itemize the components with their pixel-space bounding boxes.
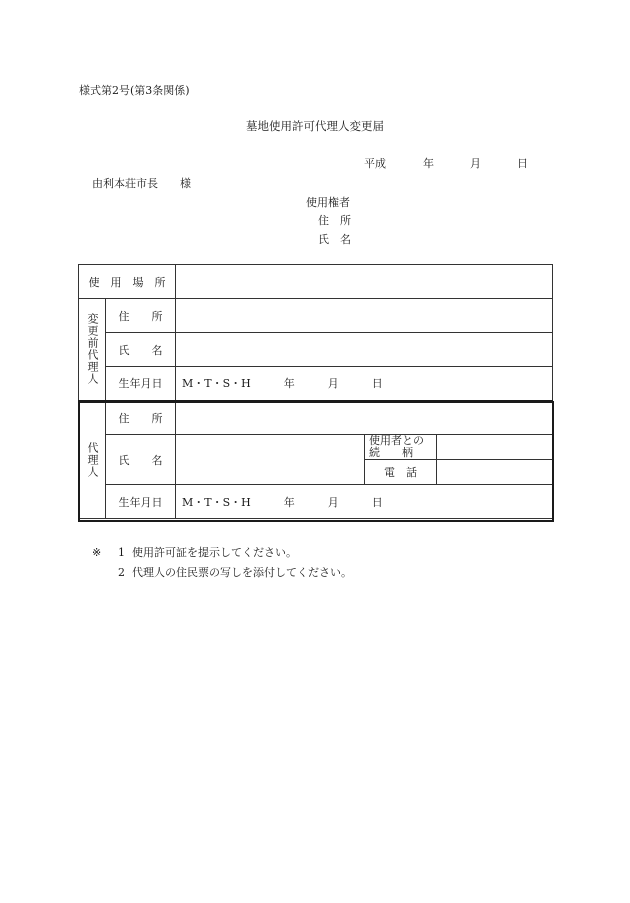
place-input[interactable]: [176, 265, 553, 299]
form-table: [78, 264, 553, 519]
after-name-label: 氏 名: [106, 435, 176, 485]
note-item: [92, 543, 352, 563]
place-row: [79, 265, 553, 299]
after-birth-value[interactable]: M・T・S・H 年 月 日: [176, 485, 553, 519]
before-name-label: 氏 名: [106, 333, 176, 367]
after-address-input[interactable]: [176, 401, 553, 435]
before-name-row: [79, 333, 553, 367]
date-month: 月: [470, 157, 481, 170]
note-text: 代理人の住民票の写しを添付してください。: [132, 566, 352, 579]
after-name-input[interactable]: [176, 435, 365, 485]
after-birth-label: 生年月日: [106, 485, 176, 519]
note-item: [92, 563, 352, 583]
before-address-label: 住 所: [106, 299, 176, 333]
relation-label-line1: 使用者との: [369, 434, 424, 447]
after-address-row: [79, 401, 553, 435]
form-number: 様式第2号(第3条関係): [79, 84, 190, 97]
date-era: 平成: [364, 157, 386, 170]
before-name-input[interactable]: [176, 333, 553, 367]
place-label: 使 用 場 所: [79, 265, 176, 299]
date-year: 年: [423, 157, 434, 170]
date-day: 日: [517, 157, 528, 170]
note-number: 2: [118, 566, 125, 579]
phone-input[interactable]: [437, 460, 553, 485]
before-birth-row: [79, 367, 553, 401]
phone-label: 電 話: [365, 460, 437, 485]
applicant-name-label: 氏 名: [318, 233, 351, 246]
addressee: 由利本荘市長 様: [92, 177, 191, 190]
document-title: 墓地使用許可代理人変更届: [246, 119, 384, 133]
after-group-label-cell: [79, 401, 106, 519]
relation-input[interactable]: [437, 435, 553, 460]
before-group-label-cell: [79, 299, 106, 401]
relation-label: [365, 435, 437, 460]
before-address-input[interactable]: [176, 299, 553, 333]
note-number: 1: [118, 546, 125, 559]
after-address-label: 住 所: [106, 401, 176, 435]
before-address-row: [79, 299, 553, 333]
after-group-label: 代理人: [86, 441, 99, 478]
applicant-address-label: 住 所: [318, 214, 351, 227]
before-group-label: 変更前代理人: [86, 313, 99, 386]
relation-label-line2: 続 柄: [369, 446, 413, 459]
after-name-row: [79, 435, 553, 460]
before-birth-label: 生年月日: [106, 367, 176, 401]
applicant-heading: 使用権者: [306, 196, 350, 209]
note-mark: ※: [92, 546, 102, 559]
notes: [92, 543, 352, 583]
before-birth-value[interactable]: M・T・S・H 年 月 日: [176, 367, 553, 401]
after-birth-row: [79, 485, 553, 519]
note-text: 使用許可証を提示してください。: [132, 546, 297, 559]
